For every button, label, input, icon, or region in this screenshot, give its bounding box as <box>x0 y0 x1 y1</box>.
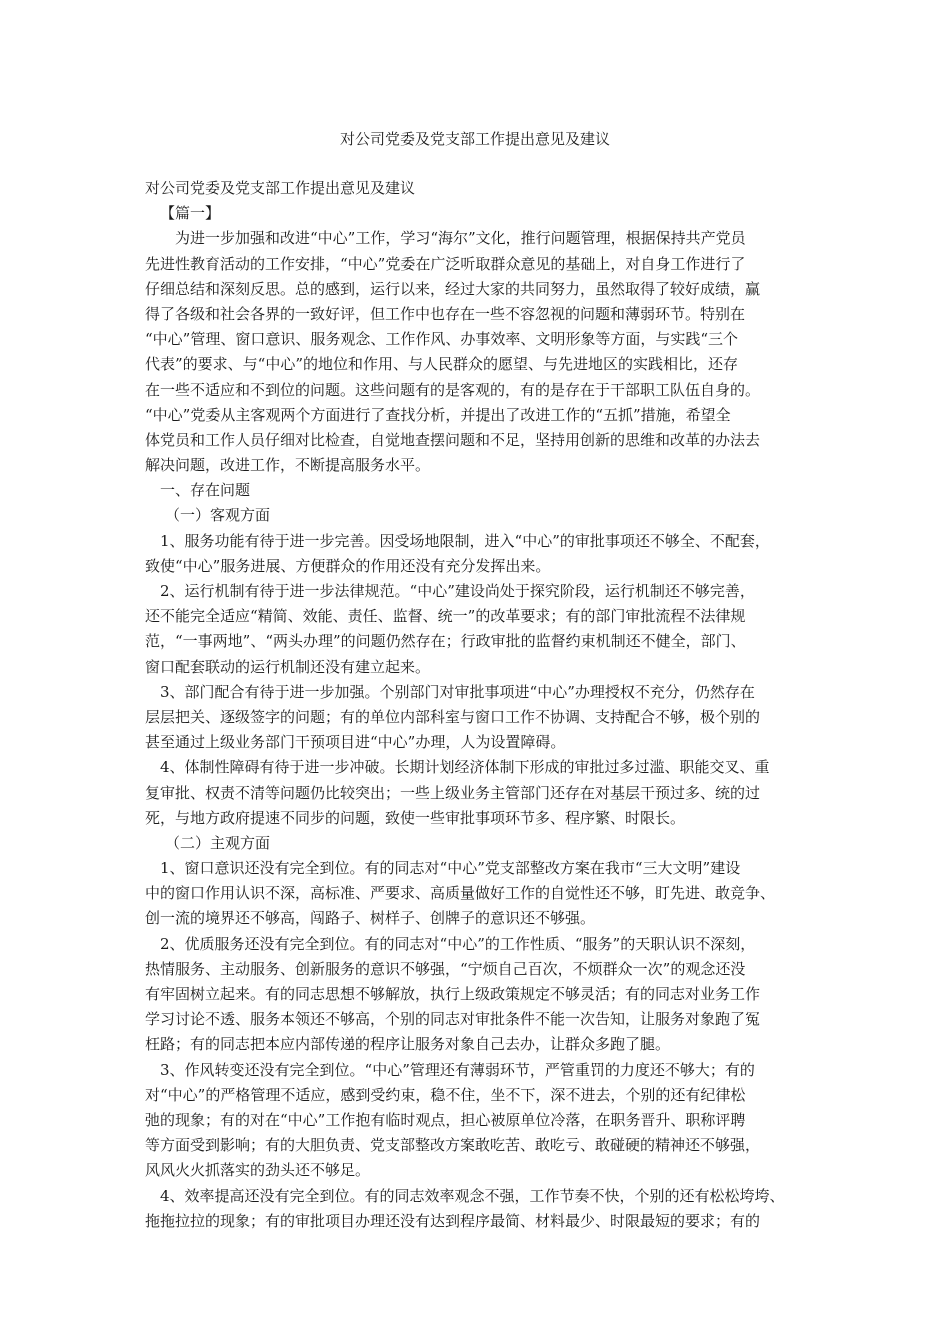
text-line: 2、优质服务还没有完全到位。有的同志对“中心”的工作性质、“服务”的天职认识不深刻， <box>160 934 756 953</box>
text-line: 3、部门配合有待于进一步加强。个别部门对审批事项进“中心”办理授权不充分，仍然存在 <box>160 682 755 701</box>
text-line: 代表”的要求、与“中心”的地位和作用、与人民群众的愿望、与先进地区的实践相比，还存 <box>145 355 739 374</box>
text-line: 得了各级和社会各界的一致好评，但工作中也存在一些不容忽视的问题和薄弱环节。特别在 <box>145 304 746 323</box>
text-line: 2、运行机制有待于进一步法律规范。“中心”建设尚处于探究阶段，运行机制还不够完善， <box>160 582 755 600</box>
text-line: 热情服务、主动服务、创新服务的意识不够强，“宁烦自己百次，不烦群众一次”的观念还没 <box>145 959 746 978</box>
text-line: 一、存在问题 <box>160 481 251 500</box>
text-line: 有牢固树立起来。有的同志思想不够解放，执行上级政策规定不够灵活；有的同志对业务工作 <box>145 985 761 1003</box>
text-line: 层层把关、逐级签字的问题；有的单位内部科室与窗口工作不协调、支持配合不够，极个别的 <box>145 707 761 726</box>
text-line: 死，与地方政府提速不同步的问题，致使一些审批事项环节多、程序繁、时限长。 <box>145 808 686 827</box>
text-line: “中心”党委从主客观两个方面进行了查找分析，并提出了改进工作的“五抓”措施，希望全 <box>145 405 731 424</box>
text-line: 仔细总结和深刻反思。总的感到，运行以来，经过大家的共同努力，虽然取得了较好成绩，赢 <box>145 279 761 298</box>
text-line: （一）客观方面 <box>165 506 271 525</box>
text-line: 复审批、权责不清等问题仍比较突出；一些上级业务主管部门还存在对基层干预过多、统的过 <box>145 783 761 802</box>
text-line: 还不能完全适应“精简、效能、责任、监督、统一”的改革要求；有的部门审批流程不法律规 <box>145 607 746 626</box>
document-title: 对公司党委及党支部工作提出意见及建议 <box>339 130 610 148</box>
text-line: 窗口配套联动的运行机制还没有建立起来。 <box>145 657 431 676</box>
text-line: 弛的现象；有的对在“中心”工作抱有临时观点，担心被原单位冷落，在职务晋升、职称评聘 <box>145 1110 746 1129</box>
text-line: 风风火火抓落实的劲头还不够足。 <box>145 1161 371 1180</box>
text-line: 解决问题，改进工作，不断提高服务水平。 <box>145 456 431 475</box>
text-line: 体党员和工作人员仔细对比检查，自觉地查摆问题和不足，坚持用创新的思维和改革的办法去 <box>145 430 761 449</box>
text-line: 为进一步加强和改进“中心”工作，学习“海尔”文化，推行问题管理，根据保持共产党员 <box>175 229 746 248</box>
text-line: “中心”管理、窗口意识、服务观念、工作作风、办事效率、文明形象等方面，与实践“三个 <box>145 330 739 349</box>
text-line: （二）主观方面 <box>165 833 271 852</box>
text-line: 4、效率提高还没有完全到位。有的同志效率观念不强，工作节奏不快，个别的还有松松垮垮、 <box>160 1186 785 1205</box>
text-line: 1、窗口意识还没有完全到位。有的同志对“中心”党支部整改方案在我市“三大文明”建设 <box>160 859 741 878</box>
text-line: 范，“一事两地”、“两头办理”的问题仍然存在；行政审批的监督约束机制还不健全，部门、 <box>145 632 746 651</box>
text-line: 3、作风转变还没有完全到位。“中心”管理还有薄弱环节，严管重罚的力度还不够大；有的 <box>160 1060 755 1079</box>
text-line: 【篇一】 <box>160 204 221 223</box>
text-line: 学习讨论不透、服务本领还不够高，个别的同志对审批条件不能一次告知，让服务对象跑了冤 <box>145 1010 761 1029</box>
document-body <box>145 176 825 1234</box>
text-line: 先进性教育活动的工作安排，“中心”党委在广泛听取群众意见的基础上，对自身工作进行了 <box>145 254 746 273</box>
text-line: 枉路；有的同志把本应内部传递的程序让服务对象自己去办，让群众多跑了腿。 <box>145 1035 671 1054</box>
text-line: 拖拖拉拉的现象；有的审批项目办理还没有达到程序最简、材料最少、时限最短的要求；有的 <box>145 1211 761 1230</box>
text-line: 甚至通过上级业务部门干预项目进“中心”办理，人为设置障碍。 <box>145 733 566 752</box>
text-line: 等方面受到影响；有的大胆负责、党支部整改方案敢吃苦、敢吃亏、敢碰硬的精神还不够强， <box>145 1136 761 1155</box>
text-line: 致使“中心”服务进展、方便群众的作用还没有充分发挥出来。 <box>145 556 551 575</box>
text-line: 对公司党委及党支部工作提出意见及建议 <box>145 179 416 197</box>
text-line: 在一些不适应和不到位的问题。这些问题有的是客观的，有的是存在于干部职工队伍自身的。 <box>145 380 761 399</box>
text-line: 对“中心”的严格管理不适应，感到受约束，稳不住，坐不下，深不进去，个别的还有纪律松 <box>145 1085 746 1104</box>
text-line: 创一流的境界还不够高，闯路子、树样子、创牌子的意识还不够强。 <box>145 909 596 928</box>
text-line: 中的窗口作用认识不深，高标准、严要求、高质量做好工作的自觉性还不够，盯先进、敢竞争、 <box>145 884 776 903</box>
text-line: 1、服务功能有待于进一步完善。因受场地限制，进入“中心”的审批事项还不够全、不配套， <box>160 531 770 550</box>
text-line: 4、体制性障碍有待于进一步冲破。长期计划经济体制下形成的审批过多过滥、职能交叉、重 <box>160 758 770 777</box>
